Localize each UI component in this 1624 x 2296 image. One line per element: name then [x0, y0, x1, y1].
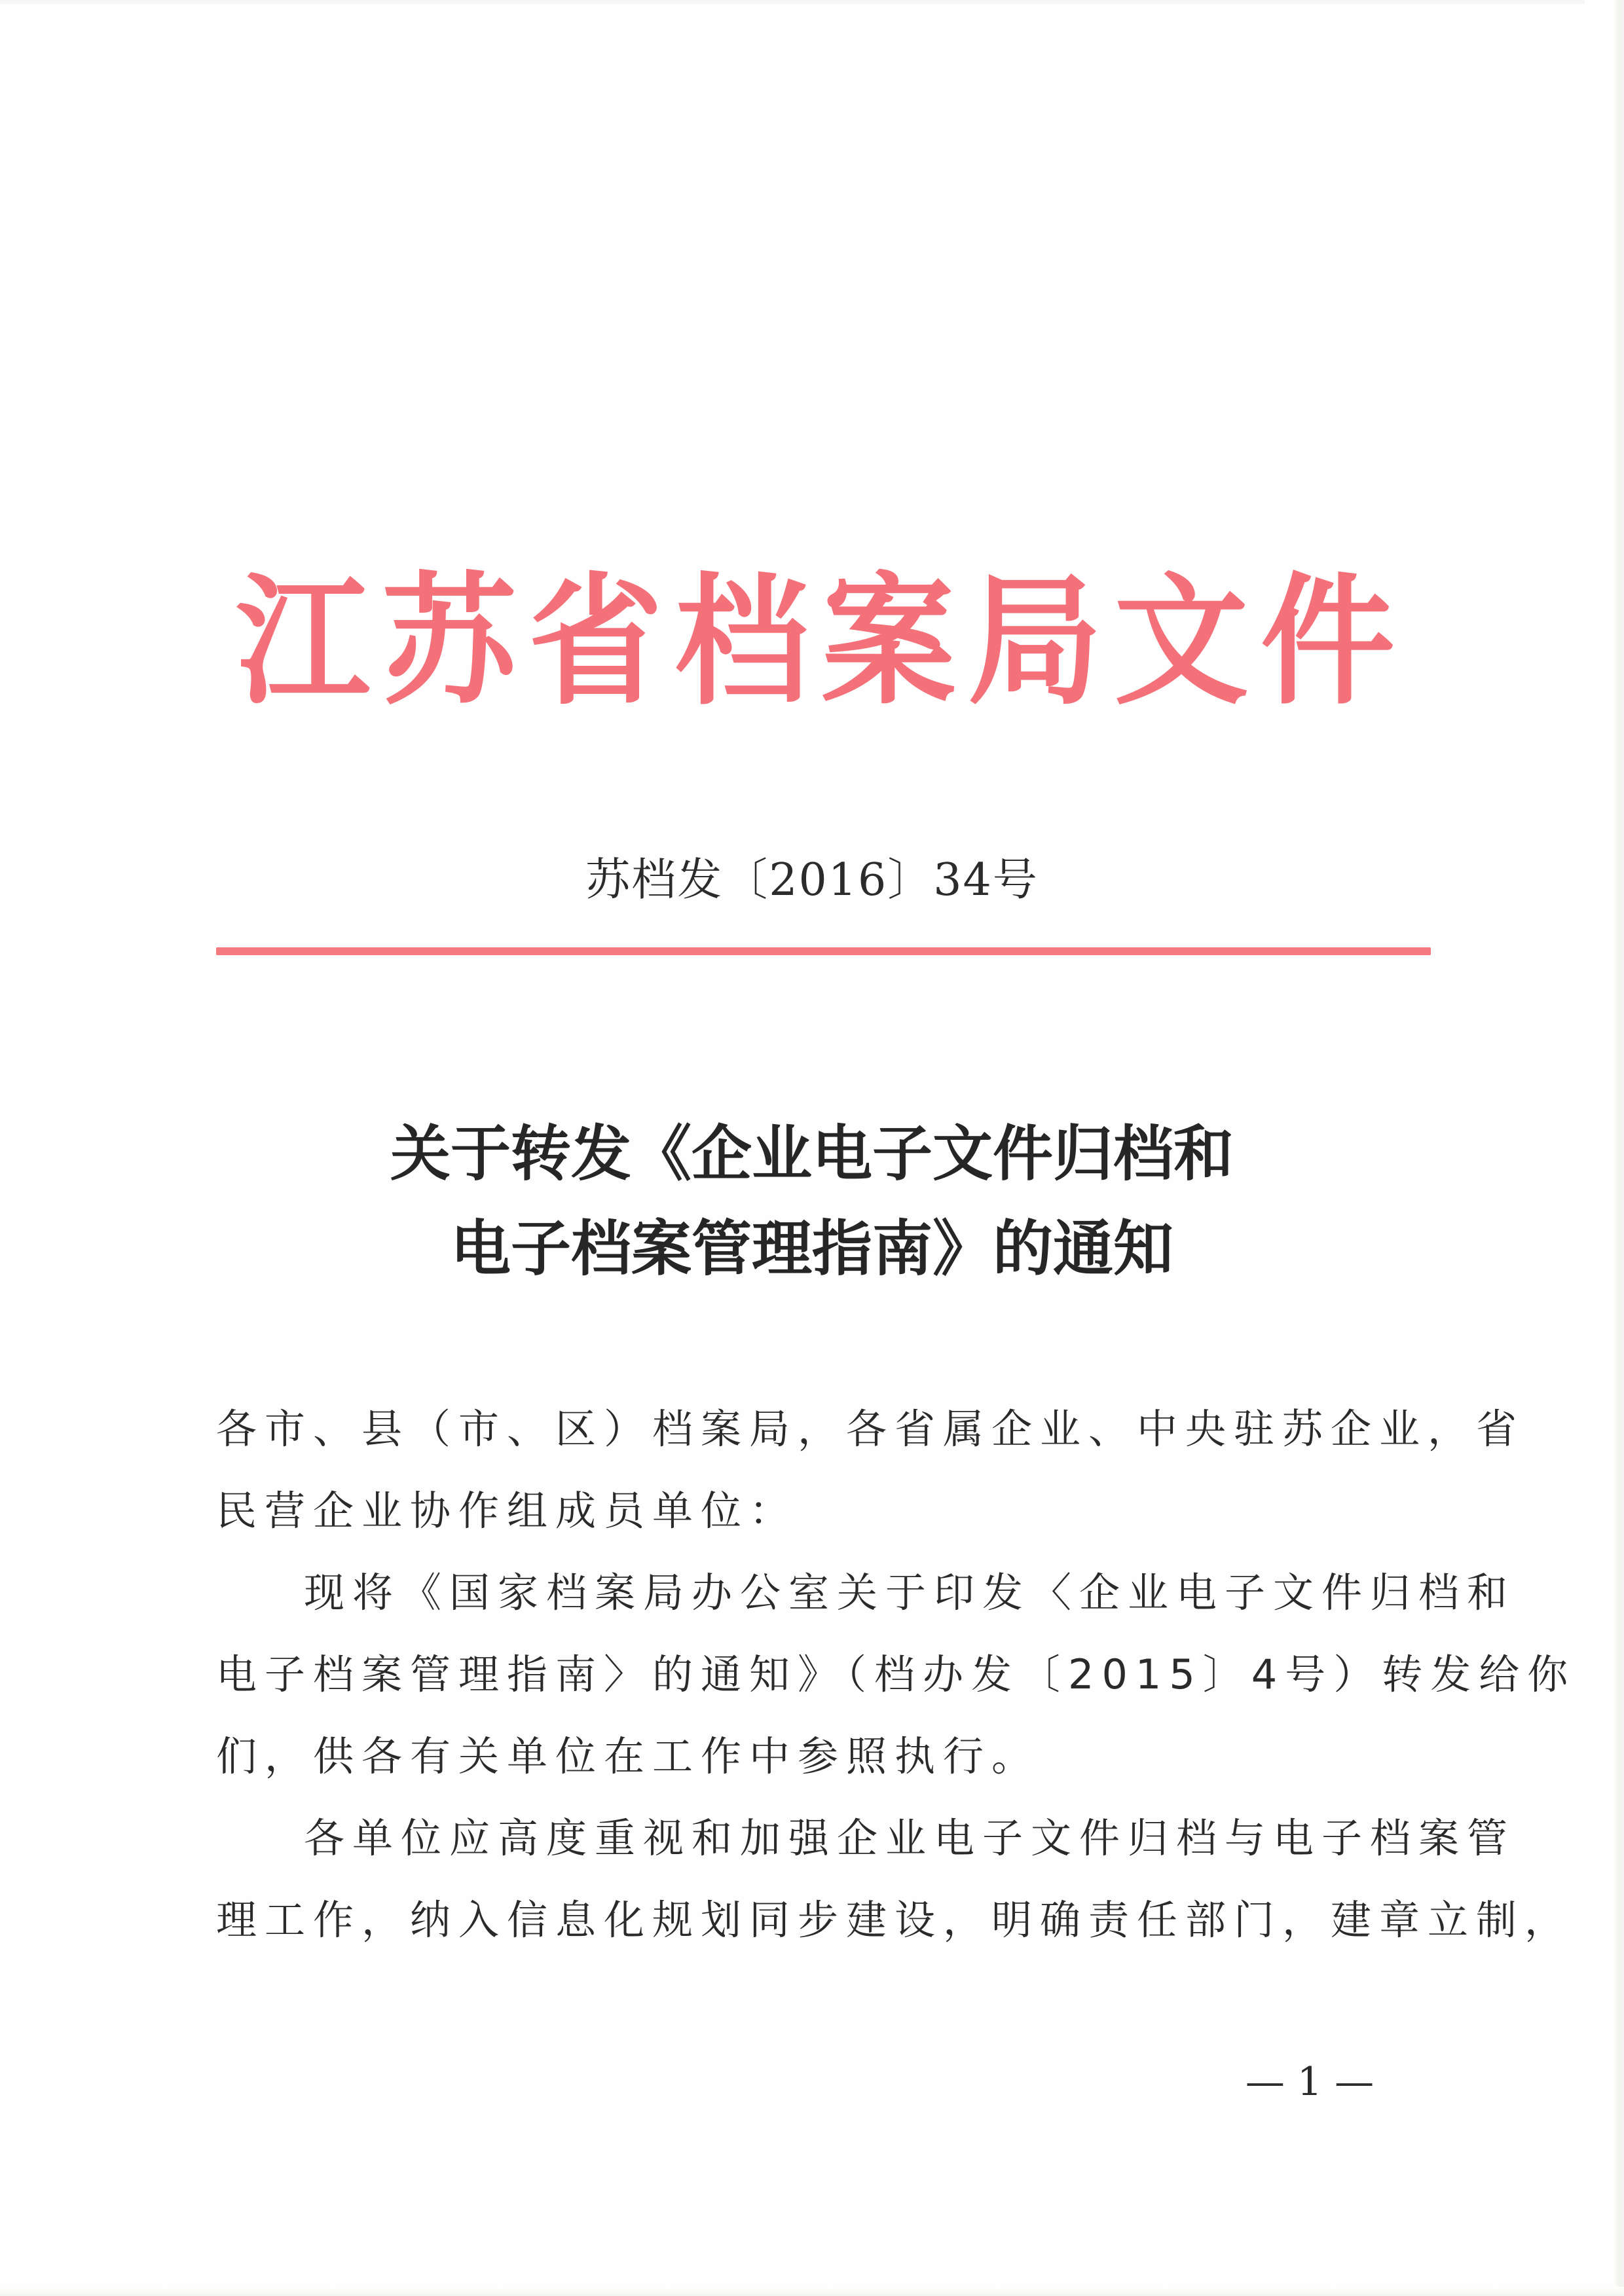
addressee-line-2: 民营企业协作组成员单位：	[216, 1487, 798, 1535]
paragraph-2-line-2: 理工作，纳入信息化规划同步建设，明确责任部门，建章立制，	[216, 1896, 1574, 1944]
issuer-char: 档	[674, 558, 809, 724]
issuer-char: 江	[236, 558, 370, 724]
paragraph-1-line-2: 电子档案管理指南〉的通知》（档办发〔2015〕4号）转发给你	[216, 1650, 1576, 1698]
notice-title-line-1: 关于转发《企业电子文件归档和	[390, 1119, 1234, 1189]
issuer-char: 省	[528, 558, 663, 724]
page-number: — 1 —	[1245, 2059, 1375, 2105]
issuer-char: 案	[821, 558, 956, 724]
document-number: 苏档发〔2016〕34号	[585, 854, 1039, 906]
paragraph-1-line-1: 现将《国家档案局办公室关于印发〈企业电子文件归档和	[304, 1569, 1516, 1616]
issuer-red-header	[236, 559, 1395, 724]
notice-title	[0, 1106, 1624, 1296]
issuer-char: 文	[1114, 558, 1249, 724]
issuer-char: 件	[1260, 558, 1395, 724]
paragraph-2-line-1: 各单位应高度重视和加强企业电子文件归档与电子档案管	[304, 1814, 1516, 1862]
red-separator-rule	[216, 947, 1431, 955]
scan-edge-bottom	[0, 2287, 1624, 2296]
issuer-char: 苏	[382, 558, 517, 724]
issuer-char: 局	[967, 558, 1102, 724]
notice-title-line-2: 电子档案管理指南》的通知	[450, 1214, 1173, 1284]
body-text	[216, 1388, 1576, 1961]
paragraph-1-line-3: 们，供各有关单位在工作中参照执行。	[216, 1732, 1041, 1780]
addressee-line-1: 各市、县（市、区）档案局，各省属企业、中央驻苏企业，省	[216, 1405, 1525, 1453]
scan-edge-top	[0, 0, 1585, 4]
